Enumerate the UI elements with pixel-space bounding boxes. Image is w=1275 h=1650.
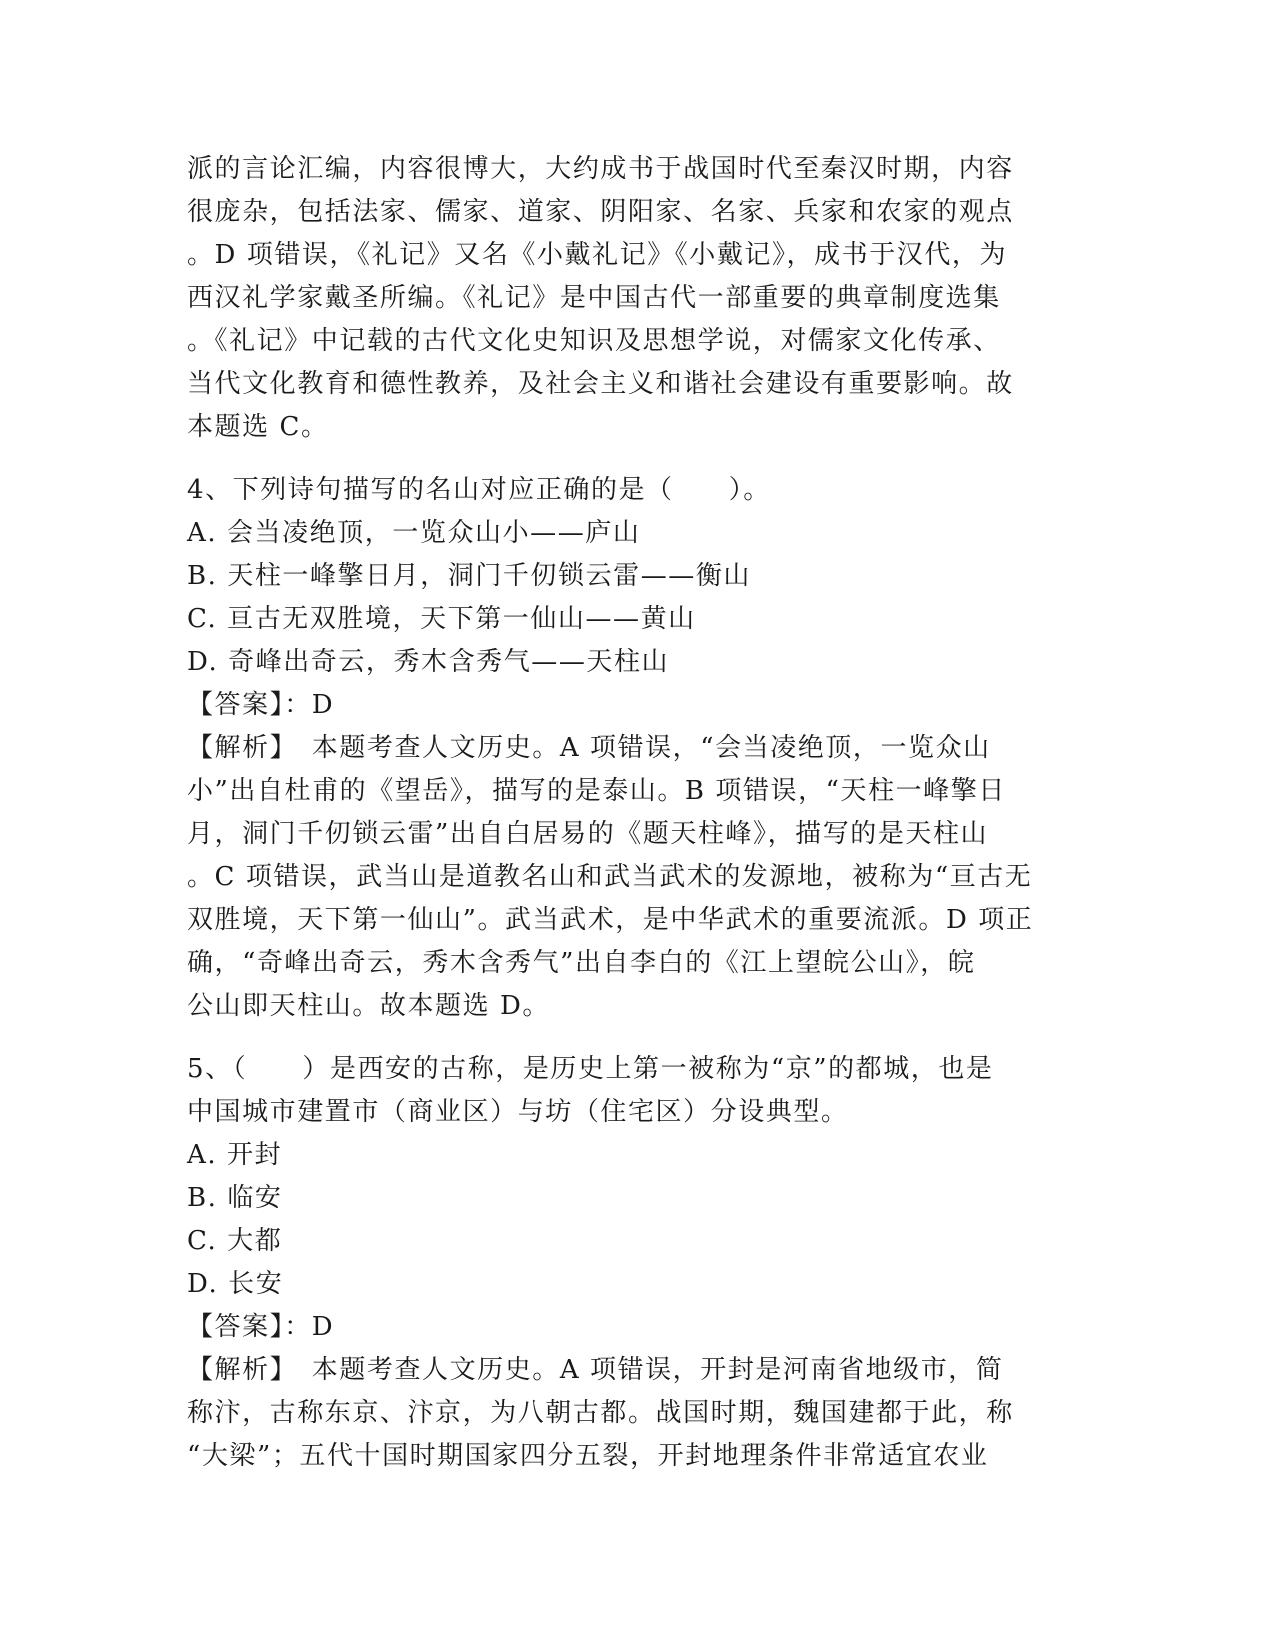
question-4-option-b: B. 天柱一峰擎日月，洞门千仞锁云雷——衡山 bbox=[187, 561, 751, 591]
question-5 bbox=[187, 1048, 1077, 1478]
question-4-answer: 【答案】：D bbox=[187, 690, 335, 720]
question-4-option-c: C. 亘古无双胜境，天下第一仙山——黄山 bbox=[187, 604, 696, 634]
question-5-stem: 中国城市建置市（商业区）与坊（住宅区）分设典型。 bbox=[187, 1097, 849, 1127]
question-5-answer: 【答案】：D bbox=[187, 1312, 335, 1342]
question-4-analysis-line: 【解析】 本题考查人文历史。A 项错误，“会当凌绝顶，一览众山 bbox=[187, 733, 991, 763]
question-4-analysis-line: 。C 项错误，武当山是道教名山和武当武术的发源地，被称为“亘古无 bbox=[187, 862, 1033, 892]
question-4-analysis-line: 确，“奇峰出奇云，秀木含秀气”出自李白的《江上望皖公山》，皖 bbox=[187, 948, 976, 978]
question-4-stem: 4、下列诗句描写的名山对应正确的是（ ）。 bbox=[187, 475, 771, 505]
text-line: 当代文化教育和德性教养，及社会主义和谐社会建设有重要影响。故 bbox=[187, 369, 1014, 399]
text-line: 本题选 C。 bbox=[187, 412, 329, 442]
question-5-option-c: C. 大都 bbox=[187, 1226, 283, 1256]
question-4-analysis-line: 月，洞门千仞锁云雷”出自白居易的《题天柱峰》，描写的是天柱山 bbox=[187, 819, 989, 849]
text-line: 。D 项错误，《礼记》又名《小戴礼记》《小戴记》，成书于汉代，为 bbox=[187, 240, 1008, 270]
text-line: 西汉礼学家戴圣所编。《礼记》是中国古代一部重要的典章制度选集 bbox=[187, 283, 1001, 313]
question-5-analysis-line: “大梁”；五代十国时期国家四分五裂，开封地理条件非常适宜农业 bbox=[187, 1441, 989, 1471]
question-4-analysis-line: 小”出自杜甫的《望岳》，描写的是泰山。B 项错误，“天柱一峰擎日 bbox=[187, 776, 1006, 806]
question-5-analysis-line: 称汴，古称东京、汴京，为八朝古都。战国时期，魏国建都于此，称 bbox=[187, 1398, 1014, 1428]
question-5-option-b: B. 临安 bbox=[187, 1183, 283, 1213]
question-5-option-d: D. 长安 bbox=[187, 1269, 284, 1299]
question-4-analysis-line: 公山即天柱山。故本题选 D。 bbox=[187, 991, 550, 1021]
text-line: 派的言论汇编，内容很博大，大约成书于战国时代至秦汉时期，内容 bbox=[187, 154, 1014, 184]
question-4-option-d: D. 奇峰出奇云，秀木含秀气——天柱山 bbox=[187, 647, 670, 677]
text-line: 很庞杂，包括法家、儒家、道家、阴阳家、名家、兵家和农家的观点 bbox=[187, 197, 1014, 227]
text-line: 。《礼记》中记载的古代文化史知识及思想学说，对儒家文化传承、 bbox=[187, 326, 1001, 356]
previous-analysis-continuation bbox=[187, 148, 1077, 449]
spacer bbox=[187, 449, 1077, 469]
question-5-stem: 5、（ ）是西安的古称，是历史上第一被称为“京”的都城，也是 bbox=[187, 1054, 994, 1084]
document-page bbox=[187, 148, 1077, 1478]
question-5-analysis-line: 【解析】 本题考查人文历史。A 项错误，开封是河南省地级市，简 bbox=[187, 1355, 1004, 1385]
spacer bbox=[187, 1028, 1077, 1048]
question-4-option-a: A. 会当凌绝顶，一览众山小——庐山 bbox=[187, 518, 641, 548]
question-4-analysis-line: 双胜境，天下第一仙山”。武当武术，是中华武术的重要流派。D 项正 bbox=[187, 905, 1034, 935]
question-5-option-a: A. 开封 bbox=[187, 1140, 283, 1170]
question-4 bbox=[187, 469, 1077, 1028]
